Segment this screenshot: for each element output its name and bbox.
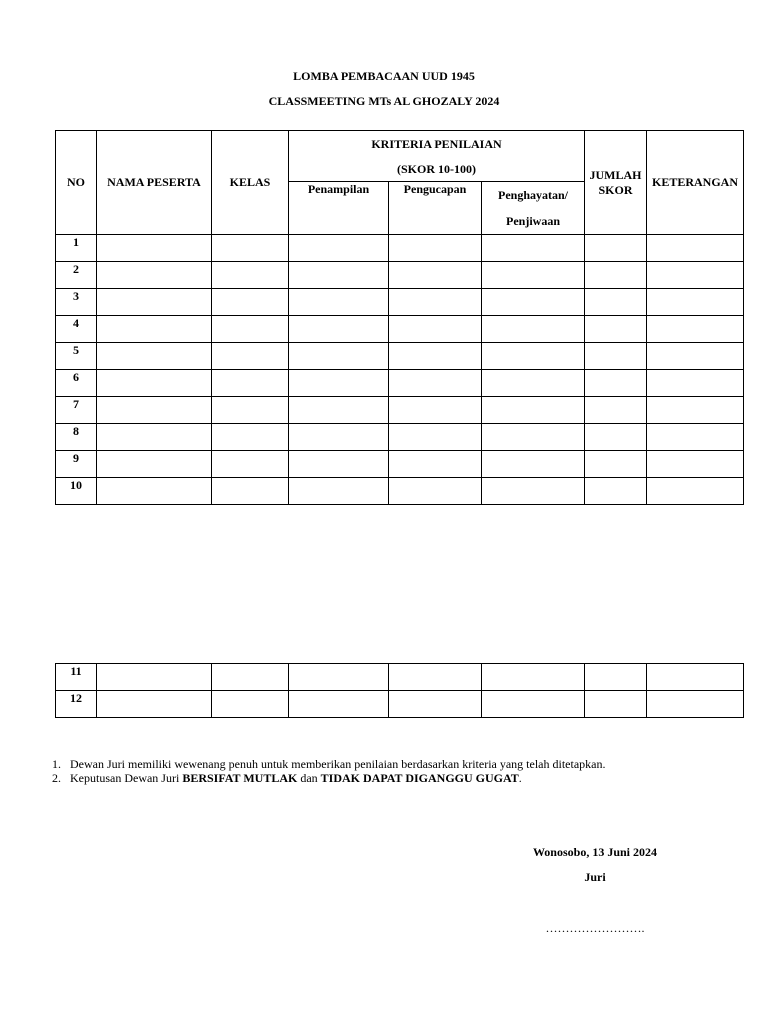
header-jumlah-skor bbox=[585, 131, 647, 235]
note-text bbox=[70, 771, 522, 785]
pengucapan-cell[interactable] bbox=[389, 451, 482, 478]
pengucapan-cell[interactable] bbox=[389, 343, 482, 370]
jumlah-skor-cell[interactable] bbox=[585, 289, 647, 316]
document-title: LOMBA PEMBACAAN UUD 1945 bbox=[293, 69, 475, 83]
pengucapan-cell[interactable] bbox=[389, 664, 482, 691]
keterangan-cell[interactable] bbox=[647, 664, 744, 691]
keterangan-cell[interactable] bbox=[647, 478, 744, 505]
pengucapan-cell[interactable] bbox=[389, 691, 482, 718]
kelas-cell[interactable] bbox=[212, 370, 289, 397]
kelas-cell[interactable] bbox=[212, 316, 289, 343]
penghayatan-cell[interactable] bbox=[482, 397, 585, 424]
header-penghayatan-line1: Penghayatan/ bbox=[498, 188, 569, 202]
kelas-cell[interactable] bbox=[212, 664, 289, 691]
kelas-cell[interactable] bbox=[212, 289, 289, 316]
row-number: 10 bbox=[56, 478, 97, 505]
penghayatan-cell[interactable] bbox=[482, 664, 585, 691]
penghayatan-cell[interactable] bbox=[482, 289, 585, 316]
penampilan-cell[interactable] bbox=[289, 478, 389, 505]
keterangan-cell[interactable] bbox=[647, 370, 744, 397]
signature-line: ……………………. bbox=[545, 921, 645, 935]
header-nama-peserta: NAMA PESERTA bbox=[97, 131, 212, 235]
kelas-cell[interactable] bbox=[212, 451, 289, 478]
jumlah-skor-cell[interactable] bbox=[585, 262, 647, 289]
nama-peserta-cell[interactable] bbox=[97, 397, 212, 424]
penghayatan-cell[interactable] bbox=[482, 235, 585, 262]
penampilan-cell[interactable] bbox=[289, 691, 389, 718]
kelas-cell[interactable] bbox=[212, 343, 289, 370]
row-number: 7 bbox=[56, 397, 97, 424]
note-number: 2. bbox=[52, 771, 61, 785]
keterangan-cell[interactable] bbox=[647, 424, 744, 451]
pengucapan-cell[interactable] bbox=[389, 424, 482, 451]
jumlah-skor-cell[interactable] bbox=[585, 370, 647, 397]
jumlah-skor-cell[interactable] bbox=[585, 316, 647, 343]
score-table-continued bbox=[55, 663, 744, 718]
table-row bbox=[56, 424, 744, 451]
penghayatan-cell[interactable] bbox=[482, 424, 585, 451]
signature-role: Juri bbox=[584, 870, 606, 884]
penampilan-cell[interactable] bbox=[289, 397, 389, 424]
table-row bbox=[56, 289, 744, 316]
header-skor-range: (SKOR 10-100) bbox=[397, 162, 476, 176]
penampilan-cell[interactable] bbox=[289, 424, 389, 451]
penghayatan-cell[interactable] bbox=[482, 343, 585, 370]
keterangan-cell[interactable] bbox=[647, 316, 744, 343]
jumlah-skor-cell[interactable] bbox=[585, 397, 647, 424]
keterangan-cell[interactable] bbox=[647, 235, 744, 262]
keterangan-cell[interactable] bbox=[647, 262, 744, 289]
penghayatan-cell[interactable] bbox=[482, 370, 585, 397]
pengucapan-cell[interactable] bbox=[389, 262, 482, 289]
penghayatan-cell[interactable] bbox=[482, 691, 585, 718]
table-row bbox=[56, 262, 744, 289]
kelas-cell[interactable] bbox=[212, 424, 289, 451]
penghayatan-cell[interactable] bbox=[482, 262, 585, 289]
note-text: Dewan Juri memiliki wewenang penuh untuk memberikan penilaian berdasarkan kriteria yang telah ditetapkan. bbox=[70, 757, 606, 771]
jumlah-skor-cell[interactable] bbox=[585, 451, 647, 478]
nama-peserta-cell[interactable] bbox=[97, 478, 212, 505]
penampilan-cell[interactable] bbox=[289, 370, 389, 397]
row-number: 9 bbox=[56, 451, 97, 478]
header-kriteria bbox=[289, 131, 585, 182]
keterangan-cell[interactable] bbox=[647, 397, 744, 424]
row-number: 1 bbox=[56, 235, 97, 262]
table-row bbox=[56, 451, 744, 478]
table-row bbox=[56, 397, 744, 424]
header-no: NO bbox=[56, 131, 97, 235]
nama-peserta-cell[interactable] bbox=[97, 370, 212, 397]
pengucapan-cell[interactable] bbox=[389, 478, 482, 505]
note-item bbox=[52, 757, 605, 771]
row-number: 8 bbox=[56, 424, 97, 451]
header-jumlah-line2: SKOR bbox=[598, 182, 633, 197]
penghayatan-cell[interactable] bbox=[482, 478, 585, 505]
nama-peserta-cell[interactable] bbox=[97, 316, 212, 343]
header-penghayatan-line2: Penjiwaan bbox=[506, 214, 560, 228]
nama-peserta-cell[interactable] bbox=[97, 691, 212, 718]
header-jumlah-line1: JUMLAH bbox=[589, 167, 642, 182]
table-row bbox=[56, 691, 744, 718]
kelas-cell[interactable] bbox=[212, 397, 289, 424]
table-row bbox=[56, 343, 744, 370]
penampilan-cell[interactable] bbox=[289, 664, 389, 691]
note-bold-gugat: TIDAK DAPAT DIGANGGU GUGAT bbox=[320, 771, 519, 785]
penampilan-cell[interactable] bbox=[289, 235, 389, 262]
score-table bbox=[55, 130, 744, 505]
table-row bbox=[56, 664, 744, 691]
jumlah-skor-cell[interactable] bbox=[585, 235, 647, 262]
note-bold-mutlak: BERSIFAT MUTLAK bbox=[182, 771, 298, 785]
penampilan-cell[interactable] bbox=[289, 316, 389, 343]
kelas-cell[interactable] bbox=[212, 262, 289, 289]
penampilan-cell[interactable] bbox=[289, 289, 389, 316]
penampilan-cell[interactable] bbox=[289, 262, 389, 289]
jumlah-skor-cell[interactable] bbox=[585, 478, 647, 505]
penampilan-cell[interactable] bbox=[289, 451, 389, 478]
nama-peserta-cell[interactable] bbox=[97, 289, 212, 316]
nama-peserta-cell[interactable] bbox=[97, 262, 212, 289]
header-penampilan: Penampilan bbox=[289, 182, 389, 235]
table-row bbox=[56, 316, 744, 343]
signature-place-date: Wonosobo, 13 Juni 2024 bbox=[532, 845, 658, 859]
penampilan-cell[interactable] bbox=[289, 343, 389, 370]
table-row bbox=[56, 370, 744, 397]
keterangan-cell[interactable] bbox=[647, 691, 744, 718]
note-text-suffix: . bbox=[518, 771, 522, 785]
header-kelas: KELAS bbox=[212, 131, 289, 235]
kelas-cell[interactable] bbox=[212, 691, 289, 718]
pengucapan-cell[interactable] bbox=[389, 397, 482, 424]
row-number: 4 bbox=[56, 316, 97, 343]
note-number: 1. bbox=[52, 757, 61, 771]
keterangan-cell[interactable] bbox=[647, 289, 744, 316]
kelas-cell[interactable] bbox=[212, 235, 289, 262]
note-text-mid: dan bbox=[297, 771, 321, 785]
row-number: 11 bbox=[56, 664, 97, 691]
row-number: 3 bbox=[56, 289, 97, 316]
pengucapan-cell[interactable] bbox=[389, 316, 482, 343]
jumlah-skor-cell[interactable] bbox=[585, 424, 647, 451]
table-row bbox=[56, 235, 744, 262]
pengucapan-cell[interactable] bbox=[389, 289, 482, 316]
header-pengucapan: Pengucapan bbox=[389, 182, 482, 235]
pengucapan-cell[interactable] bbox=[389, 370, 482, 397]
nama-peserta-cell[interactable] bbox=[97, 451, 212, 478]
row-number: 6 bbox=[56, 370, 97, 397]
row-number: 12 bbox=[56, 691, 97, 718]
header-penghayatan bbox=[482, 182, 585, 235]
penghayatan-cell[interactable] bbox=[482, 316, 585, 343]
header-kriteria-label: KRITERIA PENILAIAN bbox=[371, 137, 502, 151]
keterangan-cell[interactable] bbox=[647, 451, 744, 478]
note-text-prefix: Keputusan Dewan Juri bbox=[70, 771, 183, 785]
pengucapan-cell[interactable] bbox=[389, 235, 482, 262]
nama-peserta-cell[interactable] bbox=[97, 664, 212, 691]
notes-list bbox=[52, 757, 605, 785]
document-subtitle: CLASSMEETING MTs AL GHOZALY 2024 bbox=[268, 94, 500, 108]
jumlah-skor-cell[interactable] bbox=[585, 343, 647, 370]
row-number: 5 bbox=[56, 343, 97, 370]
header-keterangan: KETERANGAN bbox=[647, 131, 744, 235]
keterangan-cell[interactable] bbox=[647, 343, 744, 370]
penghayatan-cell[interactable] bbox=[482, 451, 585, 478]
jumlah-skor-cell[interactable] bbox=[585, 664, 647, 691]
nama-peserta-cell[interactable] bbox=[97, 343, 212, 370]
jumlah-skor-cell[interactable] bbox=[585, 691, 647, 718]
table-row bbox=[56, 478, 744, 505]
note-item bbox=[52, 771, 605, 785]
row-number: 2 bbox=[56, 262, 97, 289]
kelas-cell[interactable] bbox=[212, 478, 289, 505]
nama-peserta-cell[interactable] bbox=[97, 235, 212, 262]
nama-peserta-cell[interactable] bbox=[97, 424, 212, 451]
